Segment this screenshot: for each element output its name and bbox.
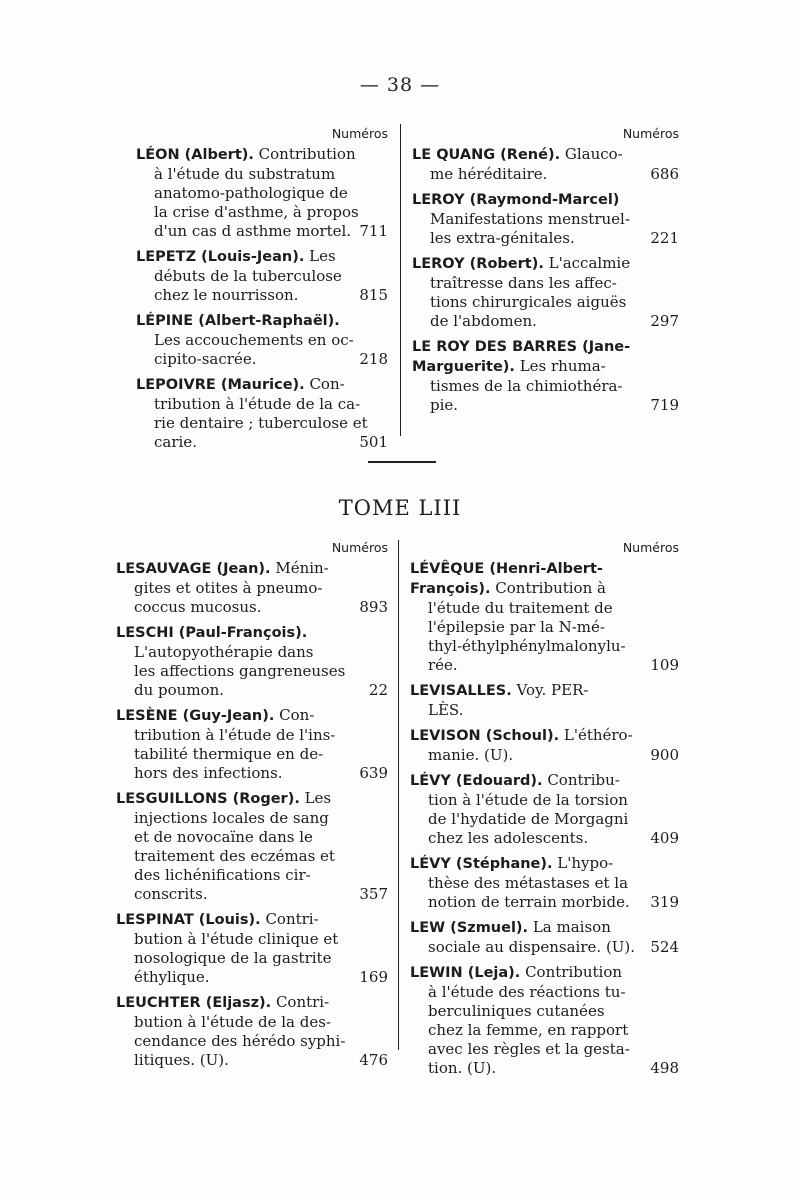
entry-line (136, 267, 388, 286)
author-name: LEUCHTER (Eljasz). (116, 995, 272, 1011)
entry-line (410, 559, 679, 579)
entry-number: 221 (650, 229, 679, 247)
entry-line (412, 210, 679, 229)
entry-line (136, 331, 388, 350)
section-title: TOME LIII (338, 496, 462, 520)
entry-number: 498 (650, 1059, 679, 1077)
index-column (410, 538, 679, 1084)
author-name: LEWIN (Leja). (410, 965, 521, 981)
entry-text: berculiniques cutanées (428, 1002, 605, 1020)
entry-text: thyl-éthylphénylmalonylu- (428, 637, 626, 655)
entry-line (136, 286, 388, 305)
entry-text: d'un cas d asthme mortel. (154, 222, 352, 240)
entry-line (412, 145, 679, 165)
index-entry (410, 854, 679, 912)
entry-line (136, 184, 388, 203)
entry-text: Les rhuma- (514, 357, 606, 375)
entry-line (412, 229, 679, 248)
entry-line (412, 274, 679, 293)
entry-number: 476 (359, 1051, 388, 1069)
entry-text: Contribu- (542, 771, 620, 789)
author-name: LEROY (Robert). (412, 256, 544, 272)
author-name: LESCHI (Paul-François). (116, 625, 308, 641)
author-name: LEW (Szmuel). (410, 920, 529, 936)
index-entry (136, 145, 388, 241)
author-name: LÉVY (Edouard). (410, 773, 543, 789)
entry-line (410, 701, 679, 720)
entry-text: l'étude du traitement de (428, 599, 613, 617)
entry-text: les affections gangreneuses (134, 662, 346, 680)
index-entry (410, 726, 679, 765)
entry-line (410, 599, 679, 618)
numeros-header: Numéros (622, 126, 679, 141)
entry-text: la crise d'asthme, à propos (154, 203, 359, 221)
entry-number: 319 (650, 893, 679, 911)
entry-line (136, 247, 388, 267)
entry-number: 357 (359, 885, 388, 903)
entry-text: tribution à l'étude de la ca- (154, 395, 361, 413)
entry-text: L'accalmie (543, 254, 631, 272)
entry-line (410, 1021, 679, 1040)
entry-line (136, 311, 388, 331)
column-divider (398, 540, 399, 1050)
entry-text: anatomo-pathologique de (154, 184, 348, 202)
entry-text: avec les règles et la gesta- (428, 1040, 630, 1058)
entry-line (116, 662, 388, 681)
entry-text: traitement des eczémas et (134, 847, 335, 865)
entry-line (410, 746, 679, 765)
author-name: François). (410, 581, 491, 597)
entry-text: coccus mucosus. (134, 598, 262, 616)
entry-text: bution à l'étude de la des- (134, 1013, 331, 1031)
index-entry (410, 559, 679, 675)
entry-line (116, 968, 388, 987)
entry-line (116, 1051, 388, 1070)
entry-line (410, 1040, 679, 1059)
column-divider (400, 124, 401, 436)
entry-text: rie dentaire ; tuberculose et (154, 414, 368, 432)
entry-text: manie. (U). (428, 746, 514, 764)
entry-text: Les (304, 247, 336, 265)
entry-line (116, 789, 388, 809)
entry-text: Voy. PER- (511, 681, 589, 699)
entry-text: me héréditaire. (430, 165, 548, 183)
entry-text: de l'hydatide de Morgagni (428, 810, 629, 828)
entry-number: 22 (368, 681, 388, 699)
entry-text: tion à l'étude de la torsion (428, 791, 628, 809)
index-entry (116, 993, 388, 1070)
entry-line (116, 1032, 388, 1051)
entry-line (116, 1013, 388, 1032)
author-name: LÉVY (Stéphane). (410, 856, 553, 872)
index-entry (412, 190, 679, 248)
author-name: LÉVÊQUE (Henri-Albert- (410, 561, 603, 577)
index-entry (412, 337, 679, 415)
entry-line (410, 938, 679, 957)
index-entry (116, 910, 388, 987)
entry-text: sociale au dispensaire. (U). (428, 938, 636, 956)
entry-text: à l'étude des réactions tu- (428, 983, 626, 1001)
entry-text: notion de terrain morbide. (428, 893, 630, 911)
entry-line (136, 433, 388, 452)
entry-line (136, 203, 388, 222)
page-number: — 38 — (359, 74, 441, 96)
entry-line (410, 874, 679, 893)
index-entry (410, 918, 679, 957)
entry-text: Les (299, 789, 332, 807)
entry-text: Contribution (520, 963, 623, 981)
author-name: LÉON (Albert). (136, 147, 254, 163)
entry-line (136, 414, 388, 433)
entry-number: 409 (650, 829, 679, 847)
entry-text: et de novocaïne dans le (134, 828, 313, 846)
author-name: LEVISON (Schoul). (410, 728, 560, 744)
entry-text: les extra-génitales. (430, 229, 575, 247)
numeros-header: Numéros (331, 540, 388, 555)
entry-text: chez les adolescents. (428, 829, 589, 847)
entry-text: Con- (274, 706, 315, 724)
entry-number: 639 (359, 764, 388, 782)
author-name: LE QUANG (René). (412, 147, 561, 163)
index-entry (412, 145, 679, 184)
entry-text: Contri- (260, 910, 319, 928)
entry-line (410, 829, 679, 848)
entry-number: 893 (359, 598, 388, 616)
author-name: LESÈNE (Guy-Jean). (116, 708, 275, 724)
entry-number: 815 (359, 286, 388, 304)
index-entry (116, 559, 388, 617)
index-entry (116, 623, 388, 700)
entry-number: 719 (650, 396, 679, 414)
entry-line (410, 1059, 679, 1078)
entry-line (412, 165, 679, 184)
entry-line (116, 726, 388, 745)
entry-text: L'autopyothérapie dans (134, 643, 314, 661)
index-entry (412, 254, 679, 331)
entry-line (412, 312, 679, 331)
entry-text: chez le nourrisson. (154, 286, 299, 304)
entry-text: conscrits. (134, 885, 208, 903)
entry-line (116, 930, 388, 949)
entry-line (410, 726, 679, 746)
index-column (116, 538, 388, 1076)
entry-text: traîtresse dans les affec- (430, 274, 617, 292)
entry-line (116, 866, 388, 885)
author-name: LEROY (Raymond-Marcel) (412, 192, 620, 208)
entry-line (116, 847, 388, 866)
entry-text: Glauco- (560, 145, 623, 163)
entry-text: Contribution (253, 145, 356, 163)
entry-line (116, 910, 388, 930)
entry-text: La maison (528, 918, 611, 936)
entry-line (136, 395, 388, 414)
entry-text: de l'abdomen. (430, 312, 537, 330)
author-name: LESGUILLONS (Roger). (116, 791, 300, 807)
entry-line (136, 222, 388, 241)
entry-number: 501 (359, 433, 388, 451)
entry-line (410, 983, 679, 1002)
entry-text: carie. (154, 433, 197, 451)
entry-line (412, 377, 679, 396)
numeros-header: Numéros (622, 540, 679, 555)
entry-line (116, 828, 388, 847)
entry-text: nosologique de la gastrite (134, 949, 332, 967)
entry-line (410, 637, 679, 656)
author-name: Marguerite). (412, 359, 515, 375)
entry-line (410, 618, 679, 637)
entry-text: éthylique. (134, 968, 210, 986)
entry-line (412, 190, 679, 210)
entry-number: 218 (359, 350, 388, 368)
entry-text: cipito-sacrée. (154, 350, 257, 368)
entry-text: des lichénifications cir- (134, 866, 311, 884)
entry-line (116, 706, 388, 726)
entry-text: du poumon. (134, 681, 225, 699)
index-entry (410, 681, 679, 720)
entry-text: hors des infections. (134, 764, 283, 782)
index-entry (116, 789, 388, 904)
entry-line (410, 771, 679, 791)
entry-text: gites et otites à pneumo- (134, 579, 323, 597)
entry-text: Contri- (271, 993, 330, 1011)
entry-line (412, 293, 679, 312)
author-name: LEPOIVRE (Maurice). (136, 377, 305, 393)
entry-line (116, 949, 388, 968)
entry-text: l'épilepsie par la N-mé- (428, 618, 605, 636)
entry-text: Manifestations menstruel- (430, 210, 630, 228)
entry-line (410, 656, 679, 675)
entry-line (116, 745, 388, 764)
entry-line (410, 791, 679, 810)
entry-text: tions chirurgicales aiguës (430, 293, 627, 311)
entry-line (410, 810, 679, 829)
entry-line (412, 254, 679, 274)
entry-number: 109 (650, 656, 679, 674)
entry-line (136, 375, 388, 395)
index-entry (136, 375, 388, 452)
entry-text: tribution à l'étude de l'ins- (134, 726, 336, 744)
entry-text: LÈS. (428, 701, 464, 719)
entry-text: rée. (428, 656, 458, 674)
index-column (412, 124, 679, 421)
entry-line (136, 145, 388, 165)
entry-line (410, 918, 679, 938)
entry-text: Con- (304, 375, 345, 393)
entry-line (116, 993, 388, 1013)
author-name: LÉPINE (Albert-Raphaël). (136, 313, 340, 329)
entry-line (116, 559, 388, 579)
author-name: LEPETZ (Louis-Jean). (136, 249, 305, 265)
entry-text: tismes de la chimiothéra- (430, 377, 623, 395)
entry-line (412, 396, 679, 415)
entry-line (116, 623, 388, 643)
entry-line (116, 643, 388, 662)
numeros-header: Numéros (331, 126, 388, 141)
author-name: LE ROY DES BARRES (Jane- (412, 339, 631, 355)
entry-text: chez la femme, en rapport (428, 1021, 629, 1039)
entry-number: 169 (359, 968, 388, 986)
entry-line (116, 579, 388, 598)
entry-line (410, 1002, 679, 1021)
entry-text: Contribution à (490, 579, 606, 597)
index-entry (136, 247, 388, 305)
entry-text: tabilité thermique en de- (134, 745, 324, 763)
author-name: LEVISALLES. (410, 683, 512, 699)
entry-line (410, 854, 679, 874)
entry-text: tion. (U). (428, 1059, 497, 1077)
entry-line (410, 893, 679, 912)
entry-number: 686 (650, 165, 679, 183)
entry-text: injections locales de sang (134, 809, 329, 827)
entry-line (136, 350, 388, 369)
entry-number: 900 (650, 746, 679, 764)
entry-number: 711 (359, 222, 388, 240)
entry-text: cendance des hérédo syphi- (134, 1032, 346, 1050)
entry-line (410, 963, 679, 983)
index-entry (410, 963, 679, 1078)
entry-text: thèse des métastases et la (428, 874, 629, 892)
entry-number: 297 (650, 312, 679, 330)
entry-line (116, 681, 388, 700)
entry-number: 524 (650, 938, 679, 956)
entry-text: bution à l'étude clinique et (134, 930, 339, 948)
author-name: LESPINAT (Louis). (116, 912, 261, 928)
entry-text: L'éthéro- (559, 726, 633, 744)
index-entry (136, 311, 388, 369)
entry-line (410, 681, 679, 701)
index-entry (410, 771, 679, 848)
entry-line (412, 357, 679, 377)
section-divider (368, 461, 436, 463)
entry-line (116, 598, 388, 617)
entry-line (136, 165, 388, 184)
entry-text: litiques. (U). (134, 1051, 229, 1069)
entry-line (410, 579, 679, 599)
entry-text: Ménin- (270, 559, 329, 577)
index-entry (116, 706, 388, 783)
entry-line (412, 337, 679, 357)
entry-text: pie. (430, 396, 459, 414)
entry-line (116, 809, 388, 828)
entry-text: Les accouchements en oc- (154, 331, 354, 349)
entry-text: à l'étude du substratum (154, 165, 336, 183)
author-name: LESAUVAGE (Jean). (116, 561, 271, 577)
entry-line (116, 885, 388, 904)
index-column (136, 124, 388, 458)
entry-text: débuts de la tuberculose (154, 267, 342, 285)
entry-text: L'hypo- (552, 854, 614, 872)
entry-line (116, 764, 388, 783)
